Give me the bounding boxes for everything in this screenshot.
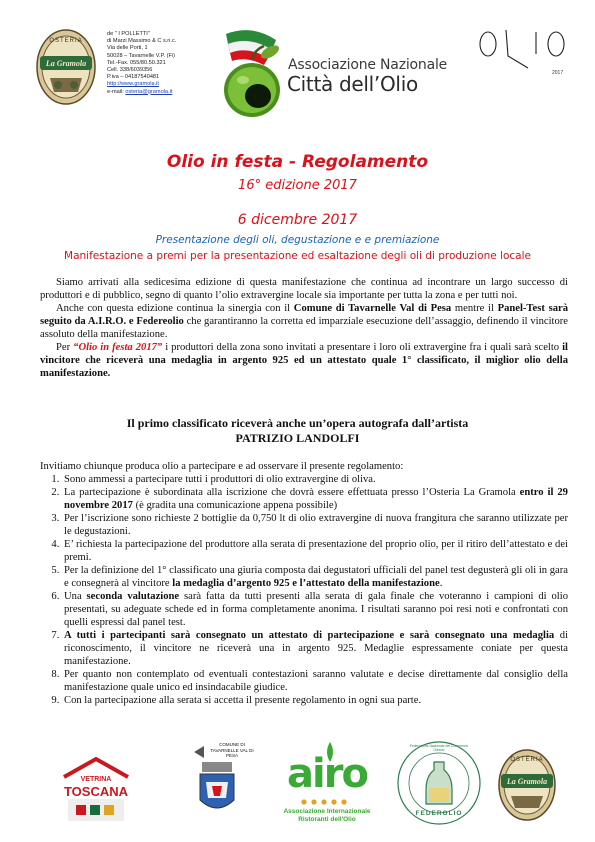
osteria-footer-name: La Gramola <box>506 777 548 786</box>
comune-name: TAVARNELLE VAL DI PESA <box>210 748 254 758</box>
rule-item <box>62 564 568 590</box>
text: La partecipazione è subordinata alla iscrizione che dovrà essere effettuata presso l’Osteria La Gramola <box>64 487 520 498</box>
prize-heading <box>0 416 595 446</box>
rules-list <box>40 473 568 707</box>
event-name: “Olio in festa 2017” <box>73 342 163 353</box>
website-link[interactable]: http://www.gramola.it <box>107 81 159 88</box>
federolio-logo <box>396 740 482 826</box>
comune-crest-icon <box>190 740 258 830</box>
contact-line: Tel.-Fax. 055/80.50.321 <box>107 59 166 66</box>
deadline: entro il 29 novembre 2017 <box>64 487 568 511</box>
contact-block <box>107 31 217 96</box>
contact-line: 50028 – Tavarnelle V.P. (Fi) <box>107 52 175 59</box>
event-subtitle: Presentazione degli oli, degustazione e e premiazione <box>155 234 440 246</box>
vetrina-main: TOSCANA <box>63 784 129 799</box>
airo-line2: Ristoranti dell'Olio <box>298 816 356 823</box>
citta-olio-logo <box>212 28 292 120</box>
text: di riconoscimento, il vincitore ne riceverà una in argento 925. Medaglie espressamente coniate per questa manifestazione. <box>64 630 569 667</box>
page-title: Olio in festa - Regolamento <box>166 152 429 172</box>
paragraph <box>40 341 568 380</box>
contact-line: P.iva – 04187540481 <box>107 74 160 81</box>
text: sarà fatta da tutti presenti alla serata di gala finale che voteranno i campioni di olio presentati, su adeguate schede ed in forma completamente anonima. I risultati saranno poi resi noti e confrontati con quelli espressi dal panel test. <box>64 591 568 628</box>
contact-line: Cell. 338/6039356 <box>107 67 153 74</box>
rule-item: 1. Sono ammessi a partecipare tutti i produttori di olio extravergine di oliva. <box>62 473 568 486</box>
intro-paragraphs <box>40 276 568 380</box>
text: (è gradita una comunicazione appena possibile) <box>132 500 338 511</box>
olio-logo-year: 2017 <box>552 70 564 76</box>
text: . <box>439 578 443 589</box>
event-tagline: Manifestazione a premi per la presentazione ed esaltazione degli oli di produzione locale <box>64 250 531 262</box>
federolio-name: FEDEROLIO <box>415 810 463 817</box>
rule-item <box>62 486 568 512</box>
email-link[interactable]: osteria@gramola.it <box>125 88 173 95</box>
panel-test-note: Panel-Test sarà seguito da A.I.R.O. e Federeolio <box>40 303 568 327</box>
email-label: e-mail: <box>107 88 124 95</box>
artist-name: PATRIZIO LANDOLFI <box>235 431 360 445</box>
rule-item: 4. E’ richiesta la partecipazione del produttore alla serata di presentazione del proprio olio, per il ritiro dell’attestato e dei premi. <box>62 538 568 564</box>
text: che garantiranno la corretta ed imparziale esecuzione dell’assaggio, definendo il vincitore assoluto della manifestazione. <box>40 316 569 340</box>
contact-line: di Marzi Massimo & C s.n.c. <box>107 38 177 45</box>
olio-2017-logo <box>478 24 570 86</box>
text: Una <box>64 591 87 602</box>
medal-note: la medaglia d’argento 925 e l’attestato della manifestazione <box>172 578 440 589</box>
rule-item: 8. Per quanto non contemplato od eventuali contestazioni saranno valutate e decise direttamente dal consiglio della manifestazione quale unico ed insindacabile giudice. <box>62 668 568 694</box>
text: Per la definizione del 1° classificato una giuria composta dai degustatori ufficiali del panel test degusterà gli oli in gara e consegnerà al vincitore <box>64 565 568 589</box>
airo-wordmark: airo <box>287 751 367 797</box>
association-line1: Associazione Nazionale <box>288 57 448 73</box>
comune-title: COMUNE DI <box>219 742 245 747</box>
event-date: 6 dicembre 2017 <box>237 212 358 228</box>
paragraph: Siamo arrivati alla sedicesima edizione di questa manifestazione che continua ad incontrare un largo successo di produttori e di pubblico, segno di quanto l’olio extravergine locale sia importante per tutta la zona e per tutti noi. <box>40 277 568 301</box>
olive-flag-icon <box>212 28 292 120</box>
comune-logo <box>190 740 258 830</box>
paragraph <box>40 302 568 341</box>
vetrina-top: VETRINA <box>80 776 112 783</box>
airo-line1: Associazione Internazionale <box>283 808 371 815</box>
rule-item: 3. Per l’iscrizione sono richieste 2 bottiglie da 0,750 lt di olio extravergine di nuova frangitura che saranno utilizzate per le degustazioni. <box>62 512 568 538</box>
text: Per <box>56 342 74 353</box>
vetrina-toscana-logo <box>60 755 132 825</box>
text: Anche con questa edizione continua la sinergia con il <box>56 303 294 314</box>
olio-signature-icon <box>478 24 570 86</box>
participation-note: A tutti i partecipanti sarà consegnato un attestato di partecipazione e sarà consegnato una medaglia <box>64 630 555 641</box>
comune-name: Comune di Tavarnelle Val di Pesa <box>293 303 452 314</box>
prize-line: Il primo classificato riceverà anche un’opera autografa dall’artista <box>126 416 469 430</box>
osteria-footer-ring: OSTERIA <box>510 757 544 763</box>
second-evaluation: seconda valutazione <box>86 591 180 602</box>
airo-logo <box>272 738 382 830</box>
text: i produttori della zona sono invitati a presentare i loro oli extravergine fra i quali sarà scelto <box>162 342 563 353</box>
contact-line: de " I POLLETTI" <box>107 31 150 37</box>
edition-title: 16° edizione 2017 <box>238 178 357 193</box>
osteria-logo-ring-text: OSTERIA <box>49 38 83 44</box>
rule-item: 9. Con la partecipazione alla serata si accetta il presente regolamento in ogni sua parte. <box>62 694 568 707</box>
rule-item <box>62 590 568 629</box>
winner-note: il vincitore che riceverà una medaglia in argento 925 ed un attestato quale 1° classificato, il miglior olio della manifestazione. <box>40 342 568 379</box>
federolio-ring-text: Federazione Nazionale del Commercio Oleario <box>409 744 469 752</box>
association-line2: Città dell’Olio <box>287 72 418 96</box>
rule-item <box>62 629 568 668</box>
text: mentre il <box>451 303 498 314</box>
osteria-logo-name: La Gramola <box>45 59 87 68</box>
contact-line: Via delle Porti, 1 <box>107 45 148 52</box>
osteria-footer-logo <box>498 748 556 822</box>
osteria-logo <box>36 28 96 106</box>
rules-intro: Invitiamo chiunque produca olio a partecipare e ad osservare il presente regolamento: <box>40 461 404 472</box>
